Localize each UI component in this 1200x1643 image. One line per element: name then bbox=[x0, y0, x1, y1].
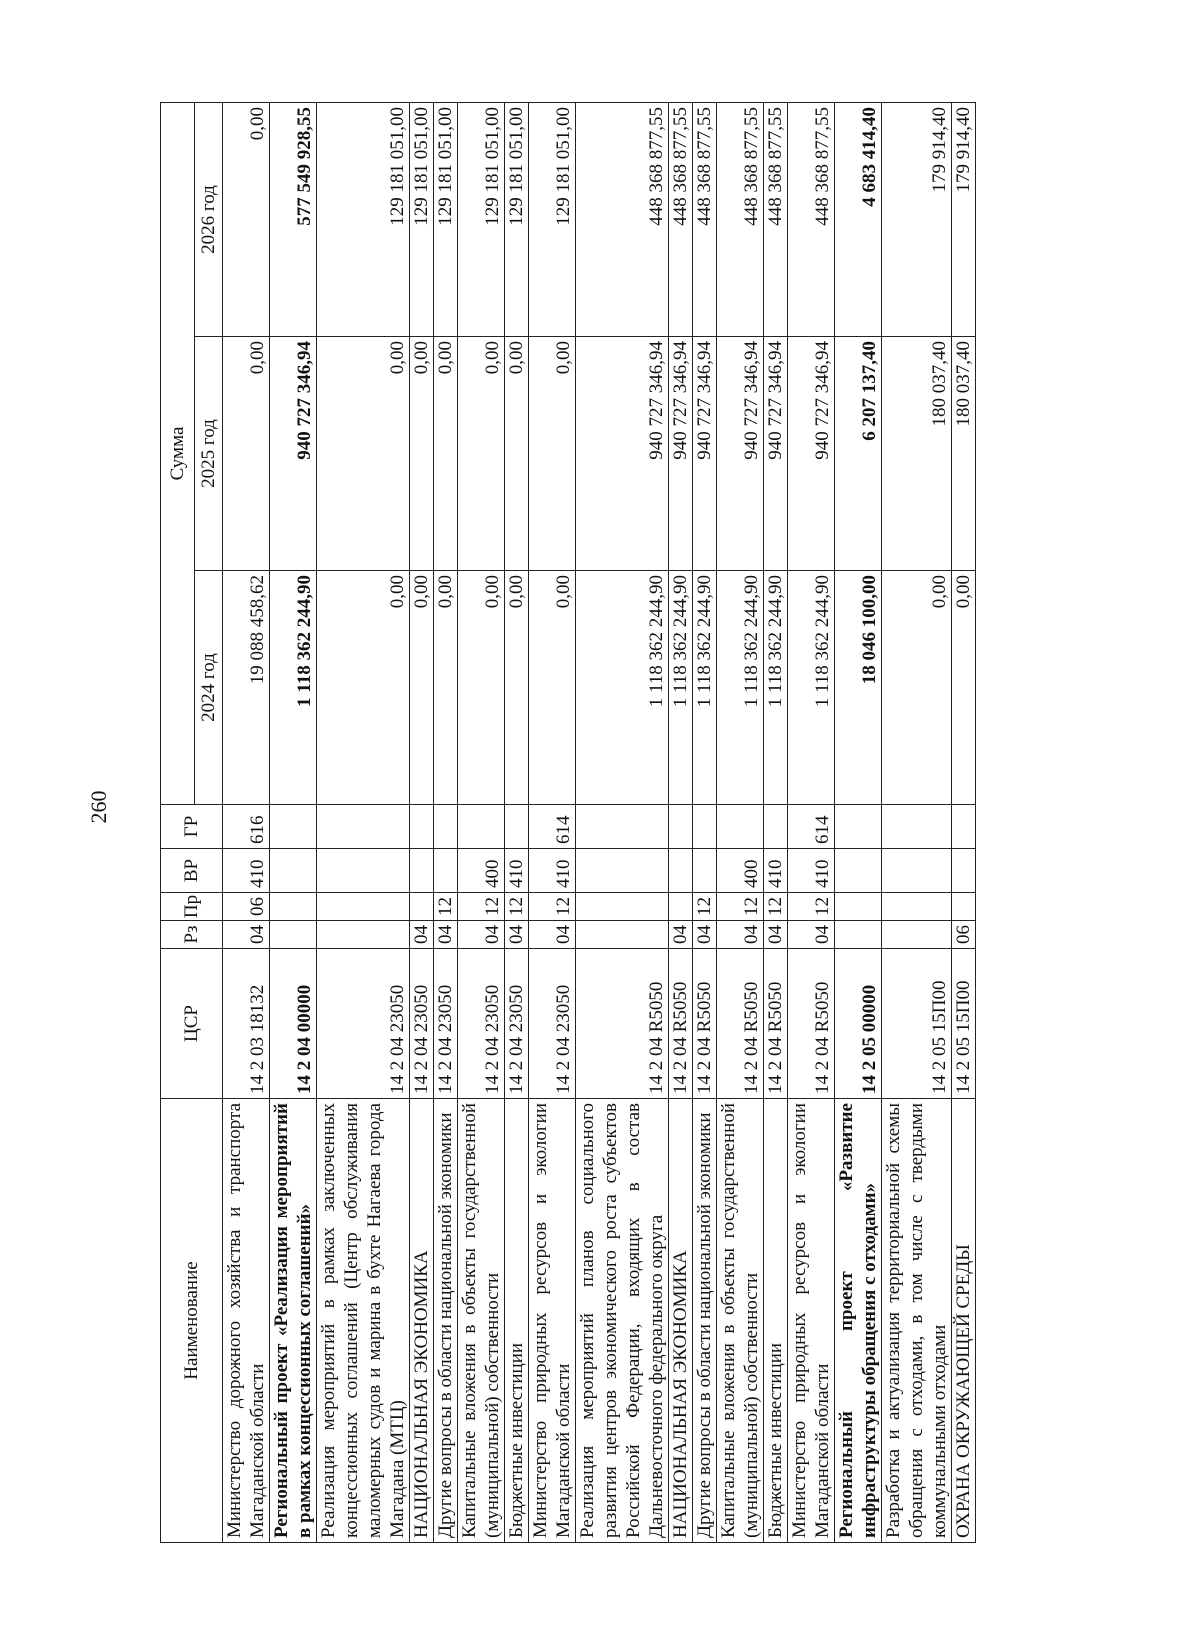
row-pr: 12 bbox=[764, 893, 788, 921]
row-vr: 410 bbox=[529, 849, 576, 893]
row-csr: 14 2 04 23050 bbox=[529, 949, 576, 1099]
row-gr: 616 bbox=[223, 805, 270, 849]
row-sum-2026: 577 549 928,55 bbox=[270, 103, 317, 337]
row-sum-2025: 940 727 346,94 bbox=[270, 337, 317, 571]
row-pr bbox=[317, 893, 410, 921]
row-gr: 614 bbox=[788, 805, 835, 849]
row-sum-2025: 0,00 bbox=[505, 337, 529, 571]
row-gr bbox=[458, 805, 505, 849]
header-name: Наименование bbox=[161, 1099, 223, 1543]
row-sum-2025: 940 727 346,94 bbox=[669, 337, 693, 571]
row-name: Другие вопросы в области национальной экономики bbox=[434, 1099, 458, 1543]
row-name: Другие вопросы в области национальной экономики bbox=[693, 1099, 717, 1543]
row-sum-2024: 0,00 bbox=[434, 571, 458, 805]
row-sum-2025: 0,00 bbox=[223, 337, 270, 571]
row-rz: 04 bbox=[764, 921, 788, 949]
header-rz: Рз bbox=[161, 921, 223, 949]
row-pr bbox=[576, 893, 669, 921]
row-sum-2026: 0,00 bbox=[223, 103, 270, 337]
header-vr: ВР bbox=[161, 849, 223, 893]
row-sum-2024: 1 118 362 244,90 bbox=[669, 571, 693, 805]
row-sum-2026: 448 368 877,55 bbox=[788, 103, 835, 337]
row-sum-2025: 940 727 346,94 bbox=[717, 337, 764, 571]
row-sum-2025: 940 727 346,94 bbox=[788, 337, 835, 571]
row-name: НАЦИОНАЛЬНАЯ ЭКОНОМИКА bbox=[669, 1099, 693, 1543]
table-header bbox=[161, 103, 223, 1543]
row-name: Министерство дорожного хозяйства и транспорта Магаданской области bbox=[223, 1099, 270, 1543]
row-gr bbox=[952, 805, 976, 849]
rotated-page bbox=[160, 103, 1040, 1543]
row-name: Бюджетные инвестиции bbox=[505, 1099, 529, 1543]
row-pr: 12 bbox=[693, 893, 717, 921]
row-sum-2025: 180 037,40 bbox=[952, 337, 976, 571]
row-sum-2024: 0,00 bbox=[882, 571, 952, 805]
row-vr: 400 bbox=[458, 849, 505, 893]
row-sum-2025: 0,00 bbox=[434, 337, 458, 571]
row-sum-2024: 0,00 bbox=[952, 571, 976, 805]
row-rz bbox=[576, 921, 669, 949]
row-rz: 04 bbox=[788, 921, 835, 949]
row-gr bbox=[669, 805, 693, 849]
row-sum-2024: 18 046 100,00 bbox=[835, 571, 882, 805]
row-vr bbox=[952, 849, 976, 893]
row-csr: 14 2 03 18132 bbox=[223, 949, 270, 1099]
row-rz bbox=[270, 921, 317, 949]
table-row bbox=[458, 103, 505, 1543]
row-vr: 410 bbox=[223, 849, 270, 893]
row-sum-2025: 6 207 137,40 bbox=[835, 337, 882, 571]
row-sum-2026: 129 181 051,00 bbox=[529, 103, 576, 337]
row-csr: 14 2 04 23050 bbox=[505, 949, 529, 1099]
row-sum-2026: 448 368 877,55 bbox=[669, 103, 693, 337]
row-vr bbox=[410, 849, 434, 893]
row-pr: 12 bbox=[434, 893, 458, 921]
row-vr bbox=[882, 849, 952, 893]
row-rz bbox=[882, 921, 952, 949]
row-csr: 14 2 04 R5050 bbox=[788, 949, 835, 1099]
row-sum-2024: 0,00 bbox=[317, 571, 410, 805]
row-gr bbox=[317, 805, 410, 849]
row-pr bbox=[410, 893, 434, 921]
row-name: Бюджетные инвестиции bbox=[764, 1099, 788, 1543]
row-csr: 14 2 04 00000 bbox=[270, 949, 317, 1099]
header-year-2025: 2025 год bbox=[195, 337, 223, 571]
row-vr bbox=[434, 849, 458, 893]
row-sum-2024: 1 118 362 244,90 bbox=[693, 571, 717, 805]
row-name: Капитальные вложения в объекты государственной (муниципальной) собственности bbox=[458, 1099, 505, 1543]
row-rz: 04 bbox=[529, 921, 576, 949]
table-row bbox=[505, 103, 529, 1543]
row-rz: 04 bbox=[669, 921, 693, 949]
row-rz: 04 bbox=[505, 921, 529, 949]
row-pr bbox=[882, 893, 952, 921]
table-body bbox=[223, 103, 976, 1543]
row-sum-2026: 448 368 877,55 bbox=[693, 103, 717, 337]
row-pr: 12 bbox=[788, 893, 835, 921]
row-gr bbox=[410, 805, 434, 849]
row-sum-2026: 129 181 051,00 bbox=[458, 103, 505, 337]
header-year-2026: 2026 год bbox=[195, 103, 223, 337]
row-sum-2026: 4 683 414,40 bbox=[835, 103, 882, 337]
row-rz: 04 bbox=[458, 921, 505, 949]
row-name: Капитальные вложения в объекты государственной (муниципальной) собственности bbox=[717, 1099, 764, 1543]
row-vr bbox=[270, 849, 317, 893]
row-sum-2024: 1 118 362 244,90 bbox=[764, 571, 788, 805]
rotated-content bbox=[160, 103, 1040, 1543]
row-gr bbox=[882, 805, 952, 849]
row-sum-2026: 448 368 877,55 bbox=[576, 103, 669, 337]
row-name: НАЦИОНАЛЬНАЯ ЭКОНОМИКА bbox=[410, 1099, 434, 1543]
row-sum-2024: 0,00 bbox=[410, 571, 434, 805]
table-row bbox=[669, 103, 693, 1543]
row-pr: 06 bbox=[223, 893, 270, 921]
row-name: Разработка и актуализация территориальной схемы обращения с отходами, в том числе с твердыми коммунальными отходами bbox=[882, 1099, 952, 1543]
row-gr bbox=[764, 805, 788, 849]
row-name: Министерство природных ресурсов и экологии Магаданской области bbox=[788, 1099, 835, 1543]
row-gr bbox=[270, 805, 317, 849]
row-vr bbox=[317, 849, 410, 893]
table-row bbox=[952, 103, 976, 1543]
row-rz bbox=[317, 921, 410, 949]
row-sum-2026: 129 181 051,00 bbox=[505, 103, 529, 337]
row-csr: 14 2 04 R5050 bbox=[693, 949, 717, 1099]
row-sum-2024: 1 118 362 244,90 bbox=[788, 571, 835, 805]
table-row bbox=[223, 103, 270, 1543]
table-row bbox=[717, 103, 764, 1543]
row-vr bbox=[835, 849, 882, 893]
row-csr: 14 2 04 R5050 bbox=[717, 949, 764, 1099]
row-csr: 14 2 04 23050 bbox=[410, 949, 434, 1099]
table-row bbox=[788, 103, 835, 1543]
header-gr: ГР bbox=[161, 805, 223, 849]
row-csr: 14 2 05 15П00 bbox=[882, 949, 952, 1099]
row-sum-2024: 1 118 362 244,90 bbox=[270, 571, 317, 805]
table-row bbox=[410, 103, 434, 1543]
row-sum-2025: 940 727 346,94 bbox=[693, 337, 717, 571]
row-sum-2026: 179 914,40 bbox=[952, 103, 976, 337]
row-vr: 410 bbox=[505, 849, 529, 893]
row-vr bbox=[693, 849, 717, 893]
row-vr: 400 bbox=[717, 849, 764, 893]
row-name: Реализация мероприятий в рамках заключенных концессионных соглашений (Центр обслуживания маломерных судов и марина в бухте Нагаева города Магадана (МТЦ) bbox=[317, 1099, 410, 1543]
row-sum-2026: 179 914,40 bbox=[882, 103, 952, 337]
table-row bbox=[835, 103, 882, 1543]
row-name: Министерство природных ресурсов и экологии Магаданской области bbox=[529, 1099, 576, 1543]
row-gr bbox=[717, 805, 764, 849]
row-sum-2026: 129 181 051,00 bbox=[317, 103, 410, 337]
row-sum-2025: 0,00 bbox=[410, 337, 434, 571]
row-sum-2025: 940 727 346,94 bbox=[764, 337, 788, 571]
row-csr: 14 2 04 R5050 bbox=[576, 949, 669, 1099]
row-sum-2025: 0,00 bbox=[458, 337, 505, 571]
table-row bbox=[317, 103, 410, 1543]
table-row bbox=[529, 103, 576, 1543]
row-vr bbox=[576, 849, 669, 893]
row-sum-2024: 0,00 bbox=[505, 571, 529, 805]
row-name: Реализация мероприятий планов социального развития центров экономического роста субъектов Российской Федерации, входящих в состав Дальневосточного федерального округа bbox=[576, 1099, 669, 1543]
table-row bbox=[693, 103, 717, 1543]
row-pr: 12 bbox=[458, 893, 505, 921]
row-rz: 06 bbox=[952, 921, 976, 949]
header-csr: ЦСР bbox=[161, 949, 223, 1099]
row-gr bbox=[835, 805, 882, 849]
row-pr: 12 bbox=[529, 893, 576, 921]
budget-table bbox=[160, 102, 976, 1543]
row-gr bbox=[434, 805, 458, 849]
header-sum: Сумма bbox=[161, 103, 195, 805]
row-sum-2026: 129 181 051,00 bbox=[434, 103, 458, 337]
row-gr bbox=[576, 805, 669, 849]
row-sum-2024: 1 118 362 244,90 bbox=[576, 571, 669, 805]
page-number: 260 bbox=[86, 790, 111, 824]
table-row bbox=[764, 103, 788, 1543]
row-gr: 614 bbox=[529, 805, 576, 849]
row-sum-2025: 0,00 bbox=[529, 337, 576, 571]
row-rz: 04 bbox=[693, 921, 717, 949]
row-rz: 04 bbox=[223, 921, 270, 949]
row-rz: 04 bbox=[717, 921, 764, 949]
row-pr bbox=[270, 893, 317, 921]
header-year-2024: 2024 год bbox=[195, 571, 223, 805]
row-vr: 410 bbox=[788, 849, 835, 893]
row-sum-2026: 448 368 877,55 bbox=[764, 103, 788, 337]
row-sum-2026: 129 181 051,00 bbox=[410, 103, 434, 337]
row-csr: 14 2 04 R5050 bbox=[669, 949, 693, 1099]
table-row bbox=[270, 103, 317, 1543]
row-sum-2024: 1 118 362 244,90 bbox=[717, 571, 764, 805]
row-pr: 12 bbox=[505, 893, 529, 921]
row-sum-2024: 0,00 bbox=[529, 571, 576, 805]
row-rz bbox=[835, 921, 882, 949]
row-gr bbox=[693, 805, 717, 849]
row-sum-2025: 0,00 bbox=[317, 337, 410, 571]
row-csr: 14 2 05 15П00 bbox=[952, 949, 976, 1099]
row-sum-2026: 448 368 877,55 bbox=[717, 103, 764, 337]
row-csr: 14 2 04 23050 bbox=[434, 949, 458, 1099]
row-name: ОХРАНА ОКРУЖАЮЩЕЙ СРЕДЫ bbox=[952, 1099, 976, 1543]
row-name: Региональный проект «Реализация мероприятий в рамках концессионных соглашений» bbox=[270, 1099, 317, 1543]
row-name: Региональный проект «Развитие инфраструктуры обращения с отходами» bbox=[835, 1099, 882, 1543]
row-rz: 04 bbox=[410, 921, 434, 949]
row-csr: 14 2 04 23050 bbox=[317, 949, 410, 1099]
row-pr: 12 bbox=[717, 893, 764, 921]
row-pr bbox=[669, 893, 693, 921]
row-sum-2024: 0,00 bbox=[458, 571, 505, 805]
row-csr: 14 2 05 00000 bbox=[835, 949, 882, 1099]
row-vr: 410 bbox=[764, 849, 788, 893]
row-rz: 04 bbox=[434, 921, 458, 949]
table-row bbox=[434, 103, 458, 1543]
row-csr: 14 2 04 R5050 bbox=[764, 949, 788, 1099]
row-vr bbox=[669, 849, 693, 893]
row-gr bbox=[505, 805, 529, 849]
header-pr: Пр bbox=[161, 893, 223, 921]
row-pr bbox=[952, 893, 976, 921]
row-sum-2025: 940 727 346,94 bbox=[576, 337, 669, 571]
row-pr bbox=[835, 893, 882, 921]
table-row bbox=[882, 103, 952, 1543]
row-sum-2025: 180 037,40 bbox=[882, 337, 952, 571]
table-row bbox=[576, 103, 669, 1543]
row-csr: 14 2 04 23050 bbox=[458, 949, 505, 1099]
row-sum-2024: 19 088 458,62 bbox=[223, 571, 270, 805]
